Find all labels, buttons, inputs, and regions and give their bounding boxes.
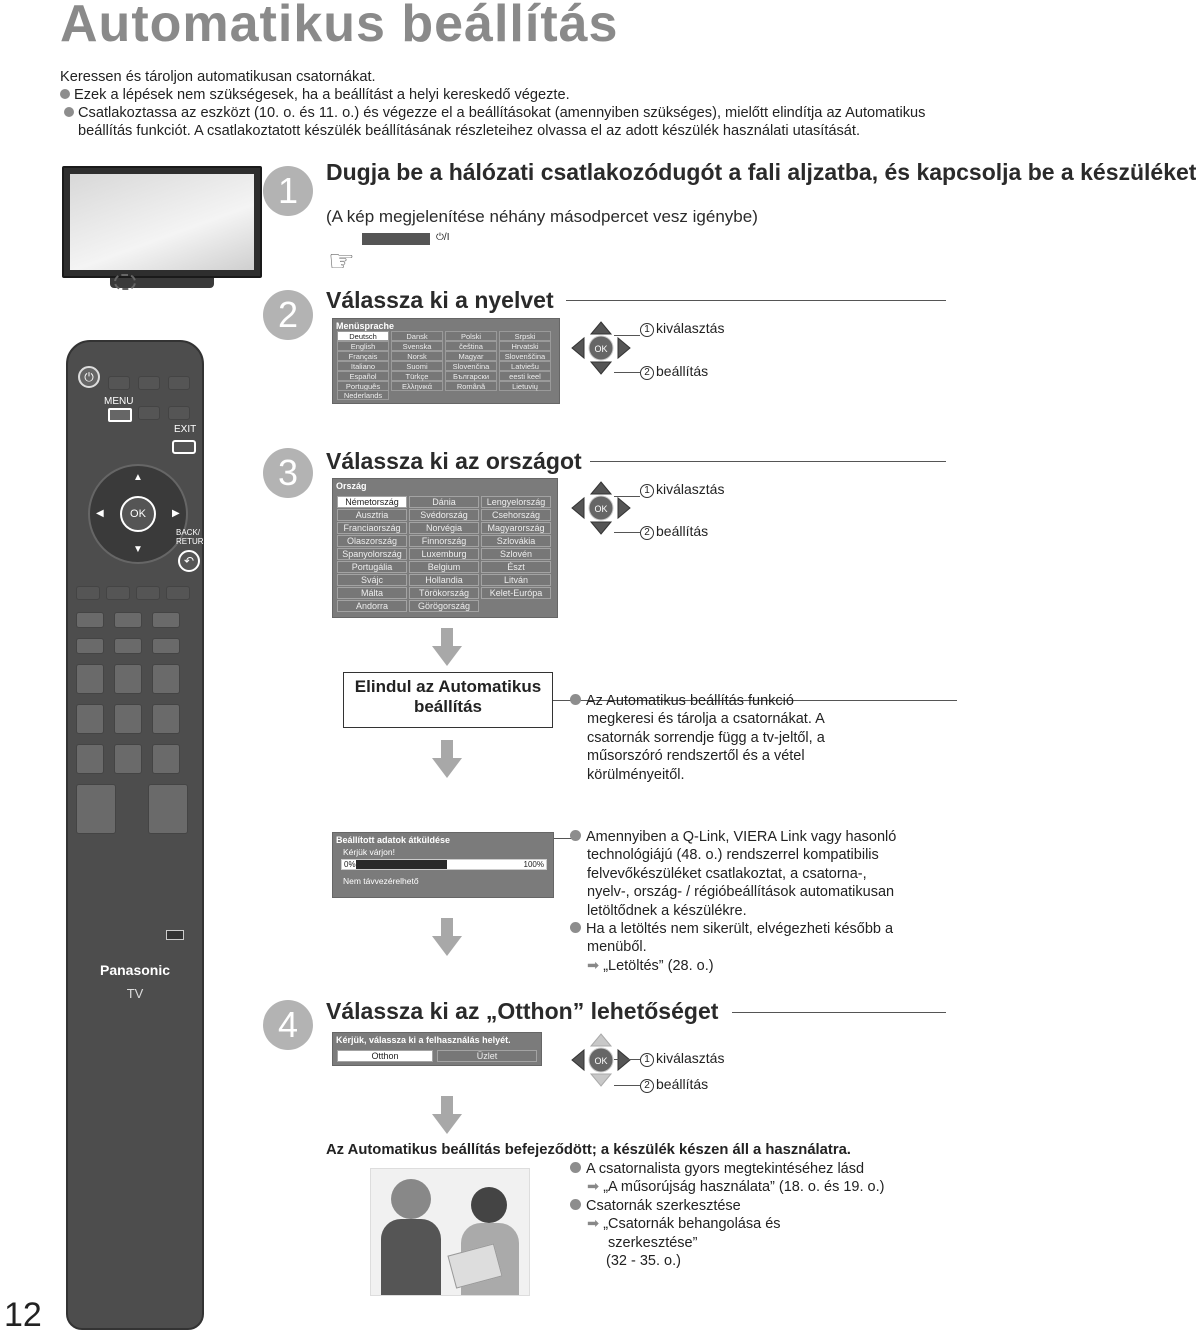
country-option[interactable]: Olaszország xyxy=(337,535,407,547)
step-1-sub: (A kép megjelenítése néhány másodpercet vesz igénybe) xyxy=(326,207,758,226)
down-arrow-icon xyxy=(432,1096,462,1134)
language-option[interactable]: Slovenščina xyxy=(499,351,551,361)
language-option[interactable]: Español xyxy=(337,371,389,381)
right-arrow-icon[interactable]: ▶ xyxy=(172,508,180,519)
language-option[interactable]: Hrvatski xyxy=(499,341,551,351)
tv-power-strip xyxy=(362,233,430,245)
country-option[interactable]: Portugália xyxy=(337,561,407,573)
hand-press-icon: ☞ xyxy=(328,245,355,278)
country-option[interactable]: Franciaország xyxy=(337,522,407,534)
exit-button[interactable] xyxy=(172,440,196,454)
finish-notes: A csatornalista gyors megtekintéséhez lásd ➡ „A műsorújság használata” (18. o. és 19. o.) Csatornák szerkesztése ➡ „Csatornák behangolása és szerkesztése” (32 - 35. o.) xyxy=(570,1160,930,1270)
language-option[interactable]: Português xyxy=(337,381,389,391)
return-icon[interactable]: ↶ xyxy=(178,550,200,572)
language-menu xyxy=(332,318,560,404)
set-label: beállítás xyxy=(656,1076,709,1092)
power-icon[interactable]: ⏻ xyxy=(78,366,100,388)
bullet-icon xyxy=(60,89,70,99)
autotune-note: Az Automatikus beállítás funkció megkeresi és tárolja a csatornákat. A csatornák sorrendje függ a tv-jeltől, a műsorszóró rendszertől és a vétel körülményeitől. xyxy=(570,692,860,784)
exit-label: EXIT xyxy=(174,424,197,435)
bullet-icon xyxy=(64,107,74,117)
intro xyxy=(60,68,940,140)
down-arrow-icon xyxy=(432,740,462,778)
country-option[interactable]: Észt xyxy=(481,561,551,573)
shop-option[interactable]: Üzlet xyxy=(437,1050,537,1062)
language-option[interactable]: Norsk xyxy=(391,351,443,361)
language-option[interactable]: Italiano xyxy=(337,361,389,371)
country-option[interactable]: Spanyolország xyxy=(337,548,407,560)
country-option[interactable]: Lengyelország xyxy=(481,496,551,508)
ref-arrow-icon: ➡ xyxy=(587,957,600,974)
intro-line: Keressen és tároljon automatikusan csatornákat. xyxy=(60,69,376,85)
language-option[interactable]: čeština xyxy=(445,341,497,351)
menu-label: MENU xyxy=(104,396,134,407)
country-option[interactable]: Németország xyxy=(337,496,407,508)
people-illustration xyxy=(370,1168,530,1296)
country-option[interactable]: Litván xyxy=(481,574,551,586)
step-2-badge: 2 xyxy=(263,290,313,340)
download-panel xyxy=(332,832,554,898)
language-option[interactable]: English xyxy=(337,341,389,351)
country-option[interactable]: Luxemburg xyxy=(409,548,479,560)
intro-bullet-1: Ezek a lépések nem szükségesek, ha a beállítást a helyi kereskedő végezte. xyxy=(74,87,570,103)
page-number: 12 xyxy=(4,1296,42,1334)
language-option[interactable]: Svenska xyxy=(391,341,443,351)
country-option[interactable]: Málta xyxy=(337,587,407,599)
language-option[interactable]: Dansk xyxy=(391,331,443,341)
language-option[interactable]: Suomi xyxy=(391,361,443,371)
down-arrow-icon xyxy=(432,628,462,666)
select-label: kiválasztás xyxy=(656,320,725,336)
tv-label: TV xyxy=(126,986,144,1001)
download-title: Beállított adatok átküldése xyxy=(336,835,451,845)
country-option[interactable]: Andorra xyxy=(337,600,407,612)
finish-heading: Az Automatikus beállítás befejeződött; a készülék készen áll a használatra. xyxy=(326,1142,851,1158)
language-option[interactable]: Nederlands xyxy=(337,390,389,400)
download-notes: Amennyiben a Q-Link, VIERA Link vagy hasonló technológiájú (48. o.) rendszerrel kompatibilis felvevőkészüléket csatlakoztat, a csatorna-, nyelv-, ország- / régióbeállítások automatikusan letöltődnek a készülékre. Ha a letöltés nem sikerült, elvégezheti később a menüből. ➡ „Letöltés” (28. o.) xyxy=(570,828,910,975)
down-arrow-icon[interactable]: ▼ xyxy=(133,544,143,555)
ok-button[interactable]: OK xyxy=(120,496,156,532)
country-option[interactable]: Svédország xyxy=(409,509,479,521)
svg-text:OK: OK xyxy=(594,504,608,514)
country-option[interactable]: Svájc xyxy=(337,574,407,586)
country-menu xyxy=(332,478,558,618)
power-label: ⏻/I xyxy=(436,232,450,243)
language-option[interactable]: Lietuvių xyxy=(499,381,551,391)
country-option[interactable]: Ausztria xyxy=(337,509,407,521)
set-label: beállítás xyxy=(656,523,709,539)
country-option[interactable]: Görögország xyxy=(409,600,479,612)
country-option[interactable]: Finnország xyxy=(409,535,479,547)
remote-control xyxy=(66,340,210,1330)
country-option[interactable]: Magyarország xyxy=(481,522,551,534)
svg-text:OK: OK xyxy=(594,344,608,354)
down-arrow-icon xyxy=(432,918,462,956)
country-option[interactable]: Csehország xyxy=(481,509,551,521)
remote-note: Nem távvezérelhető xyxy=(343,876,419,886)
progress-fill xyxy=(356,860,447,869)
step-1-badge: 1 xyxy=(263,166,313,216)
location-panel xyxy=(332,1032,542,1066)
intro-bullet-2: Csatlakoztassa az eszközt (10. o. és 11. o.) és végezze el a beállításokat (amennyiben szükséges), mielőtt elindítja az Automatikus beállítás funkciót. A csatlakoztatott készülék beállításának részleteihez olvassa el az adott készülék használati utasítását. xyxy=(78,105,926,139)
svg-text:OK: OK xyxy=(594,1056,608,1066)
switch-icon[interactable] xyxy=(166,930,184,940)
language-option[interactable]: Slovenčina xyxy=(445,361,497,371)
step-3-badge: 3 xyxy=(263,448,313,498)
set-label: beállítás xyxy=(656,363,709,379)
step-3-heading: Válassza ki az országot xyxy=(326,448,582,474)
step-4-badge: 4 xyxy=(263,1000,313,1050)
page-title: Automatikus beállítás xyxy=(60,0,619,53)
language-option[interactable]: eesti keel xyxy=(499,371,551,381)
language-option[interactable]: Română xyxy=(445,381,497,391)
country-option[interactable]: Norvégia xyxy=(409,522,479,534)
language-menu-title: Menüsprache xyxy=(336,321,395,331)
step-2-heading: Válassza ki a nyelvet xyxy=(326,287,554,313)
autotune-box: Elindul az Automatikus beállítás xyxy=(343,672,553,728)
tv-illustration xyxy=(62,166,262,290)
home-option[interactable]: Otthon xyxy=(337,1050,433,1062)
menu-button[interactable] xyxy=(108,408,132,422)
step-4-heading: Válassza ki az „Otthon” lehetőséget xyxy=(326,998,719,1024)
language-option[interactable]: Latviešu xyxy=(499,361,551,371)
language-option[interactable]: Deutsch xyxy=(337,331,389,341)
language-option[interactable]: Ελληνικά xyxy=(391,381,443,391)
country-option[interactable]: Dánia xyxy=(409,496,479,508)
language-option[interactable]: Magyar xyxy=(445,351,497,361)
language-option[interactable]: Srpski xyxy=(499,331,551,341)
select-label: kiválasztás xyxy=(656,481,725,497)
language-option[interactable]: Türkçe xyxy=(391,371,443,381)
select-label: kiválasztás xyxy=(656,1050,725,1066)
nav-ring[interactable] xyxy=(88,464,188,564)
country-option[interactable]: Törökország xyxy=(409,587,479,599)
up-arrow-icon[interactable]: ▲ xyxy=(133,472,143,483)
back-label: BACK/ RETURN xyxy=(176,528,210,546)
brand-logo: Panasonic xyxy=(99,962,171,978)
language-option[interactable]: Polski xyxy=(445,331,497,341)
language-option[interactable]: Français xyxy=(337,351,389,361)
left-arrow-icon[interactable]: ◀ xyxy=(96,508,104,519)
wait-text: Kérjük várjon! xyxy=(343,847,395,857)
progress-bar: 0% 100% xyxy=(341,859,547,870)
location-prompt: Kérjük, válassza ki a felhasználás helyét. xyxy=(336,1035,511,1045)
language-option[interactable]: Български xyxy=(445,371,497,381)
country-option[interactable]: Hollandia xyxy=(409,574,479,586)
country-option[interactable]: Belgium xyxy=(409,561,479,573)
country-option[interactable]: Szlovén xyxy=(481,548,551,560)
country-menu-title: Ország xyxy=(336,481,367,491)
country-option[interactable]: Kelet-Európa xyxy=(481,587,551,599)
dpad-4 xyxy=(570,1032,632,1093)
step-1-heading: Dugja be a hálózati csatlakozódugót a fali aljzatba, és kapcsolja be a készüléket xyxy=(326,159,1196,185)
country-option[interactable]: Szlovákia xyxy=(481,535,551,547)
